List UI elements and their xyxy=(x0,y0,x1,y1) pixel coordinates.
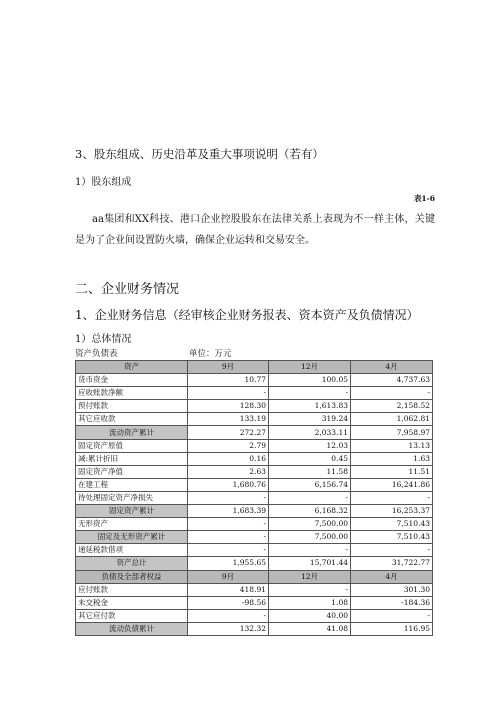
subsection-overall: 1）总体情况 xyxy=(75,334,132,345)
cell-value: 4,737.63 xyxy=(351,374,433,387)
subsection-shareholders: 1）股东组成 xyxy=(75,177,132,188)
table-row xyxy=(76,622,433,635)
cell-value: 128.30 xyxy=(188,400,269,413)
column-header: 9月 xyxy=(188,570,269,583)
table-row xyxy=(76,505,433,518)
table-row xyxy=(76,544,433,557)
cell-value: - xyxy=(351,387,433,400)
row-label: 固定资产净值 xyxy=(76,465,188,478)
row-label: 待处理固定资产净损失 xyxy=(76,491,188,504)
cell-value: 1.63 xyxy=(351,452,433,465)
cell-value: 12.03 xyxy=(269,439,351,452)
table-reference: 表1-6 xyxy=(413,194,435,203)
column-header: 负债及全部者权益 xyxy=(76,570,188,583)
section-heading-3: 3、股东组成、历史沿革及重大事项说明（若有） xyxy=(75,147,324,161)
column-header: 12月 xyxy=(269,361,351,374)
cell-value: 7,958.97 xyxy=(351,426,433,439)
row-label: 流动资产累计 xyxy=(76,426,188,439)
cell-value: 11.58 xyxy=(269,465,351,478)
cell-value: 132.32 xyxy=(188,622,269,635)
table-row xyxy=(76,400,433,413)
cell-value: 31,722.77 xyxy=(351,557,433,570)
row-label: 固定及无形资产累计 xyxy=(76,531,188,544)
cell-value: 11.51 xyxy=(351,465,433,478)
cell-value: 10.77 xyxy=(188,374,269,387)
table-row xyxy=(76,426,433,439)
cell-value: 116.95 xyxy=(351,622,433,635)
table-row xyxy=(76,439,433,452)
row-label: 在建工程 xyxy=(76,478,188,491)
body-paragraph: aa集团和XX科技、港口企业控股股东在法律关系上表现为不一样主体，关键是为了企业间设置防火墙，确保企业运转和交易安全。 xyxy=(75,214,435,246)
cell-value: 319.24 xyxy=(269,413,351,426)
cell-value: 7,510.43 xyxy=(351,531,433,544)
column-header: 4月 xyxy=(351,570,433,583)
table-row xyxy=(76,557,433,570)
row-label: 减:累计折旧 xyxy=(76,452,188,465)
section-heading-finance: 二、企业财务情况 xyxy=(75,282,180,297)
balance-sheet-table xyxy=(75,360,433,636)
table-row xyxy=(76,374,433,387)
cell-value: 1.08 xyxy=(269,596,351,609)
row-label: 流动负债累计 xyxy=(76,622,188,635)
row-label: 未交税金 xyxy=(76,596,188,609)
cell-value: 1,680.76 xyxy=(188,478,269,491)
row-label: 其它应收款 xyxy=(76,413,188,426)
row-label: 递延税款借项 xyxy=(76,544,188,557)
cell-value: 0.45 xyxy=(269,452,351,465)
cell-value: 1,062.81 xyxy=(351,413,433,426)
cell-value: - xyxy=(188,531,269,544)
column-header: 9月 xyxy=(188,361,269,374)
table-caption xyxy=(75,347,435,359)
cell-value: 2,033.11 xyxy=(269,426,351,439)
column-header: 资产 xyxy=(76,361,188,374)
cell-value: -184.36 xyxy=(351,596,433,609)
table-row xyxy=(76,465,433,478)
cell-value: 0.16 xyxy=(188,452,269,465)
row-label: 其它应付款 xyxy=(76,609,188,622)
row-label: 应收账款净额 xyxy=(76,387,188,400)
table-row xyxy=(76,478,433,491)
cell-value: - xyxy=(269,387,351,400)
cell-value: 301.30 xyxy=(351,583,433,596)
cell-value: 40.00 xyxy=(269,609,351,622)
subsection-financial-info: 1、企业财务信息（经审核企业财务报表、资本资产及负债情况） xyxy=(75,308,419,322)
row-label: 应付账款 xyxy=(76,583,188,596)
cell-value: 1,683.39 xyxy=(188,505,269,518)
cell-value: 2.63 xyxy=(188,465,269,478)
cell-value: 7,510.43 xyxy=(351,518,433,531)
cell-value: 6,156.74 xyxy=(269,478,351,491)
table-title: 资产负债表 xyxy=(75,349,118,359)
cell-value: 6,168.32 xyxy=(269,505,351,518)
row-label: 预付账款 xyxy=(76,400,188,413)
cell-value: 7,500.00 xyxy=(269,531,351,544)
cell-value: - xyxy=(188,387,269,400)
table-row xyxy=(76,491,433,504)
cell-value: 1,955.65 xyxy=(188,557,269,570)
cell-value: 272.27 xyxy=(188,426,269,439)
cell-value: - xyxy=(269,544,351,557)
unit-label: 单位：万元 xyxy=(189,349,232,359)
cell-value: 100.05 xyxy=(269,374,351,387)
cell-value: - xyxy=(188,609,269,622)
row-label: 资产总计 xyxy=(76,557,188,570)
liabilities-header-row xyxy=(76,570,433,583)
table-row xyxy=(76,413,433,426)
cell-value: 133.19 xyxy=(188,413,269,426)
cell-value: - xyxy=(269,583,351,596)
row-label: 固定资产原值 xyxy=(76,439,188,452)
row-label: 固定资产累计 xyxy=(76,505,188,518)
assets-header-row xyxy=(76,361,433,374)
cell-value: -98.56 xyxy=(188,596,269,609)
table-row xyxy=(76,531,433,544)
cell-value: 13.13 xyxy=(351,439,433,452)
cell-value: 41.08 xyxy=(269,622,351,635)
cell-value: 7,500.00 xyxy=(269,518,351,531)
row-label: 货币资金 xyxy=(76,374,188,387)
table-row xyxy=(76,518,433,531)
column-header: 4月 xyxy=(351,361,433,374)
cell-value: 15,701.44 xyxy=(269,557,351,570)
cell-value: - xyxy=(188,491,269,504)
cell-value: 1,613.83 xyxy=(269,400,351,413)
cell-value: 16,241.86 xyxy=(351,478,433,491)
cell-value: - xyxy=(269,491,351,504)
cell-value: 16,253.37 xyxy=(351,505,433,518)
cell-value: - xyxy=(351,609,433,622)
cell-value: - xyxy=(351,544,433,557)
table-row xyxy=(76,387,433,400)
table-row xyxy=(76,452,433,465)
cell-value: 2,158.52 xyxy=(351,400,433,413)
column-header: 12月 xyxy=(269,570,351,583)
cell-value: - xyxy=(188,518,269,531)
table-row xyxy=(76,596,433,609)
table-row xyxy=(76,583,433,596)
cell-value: - xyxy=(188,544,269,557)
cell-value: 2.79 xyxy=(188,439,269,452)
cell-value: - xyxy=(351,491,433,504)
table-row xyxy=(76,609,433,622)
cell-value: 418.91 xyxy=(188,583,269,596)
row-label: 无形资产 xyxy=(76,518,188,531)
